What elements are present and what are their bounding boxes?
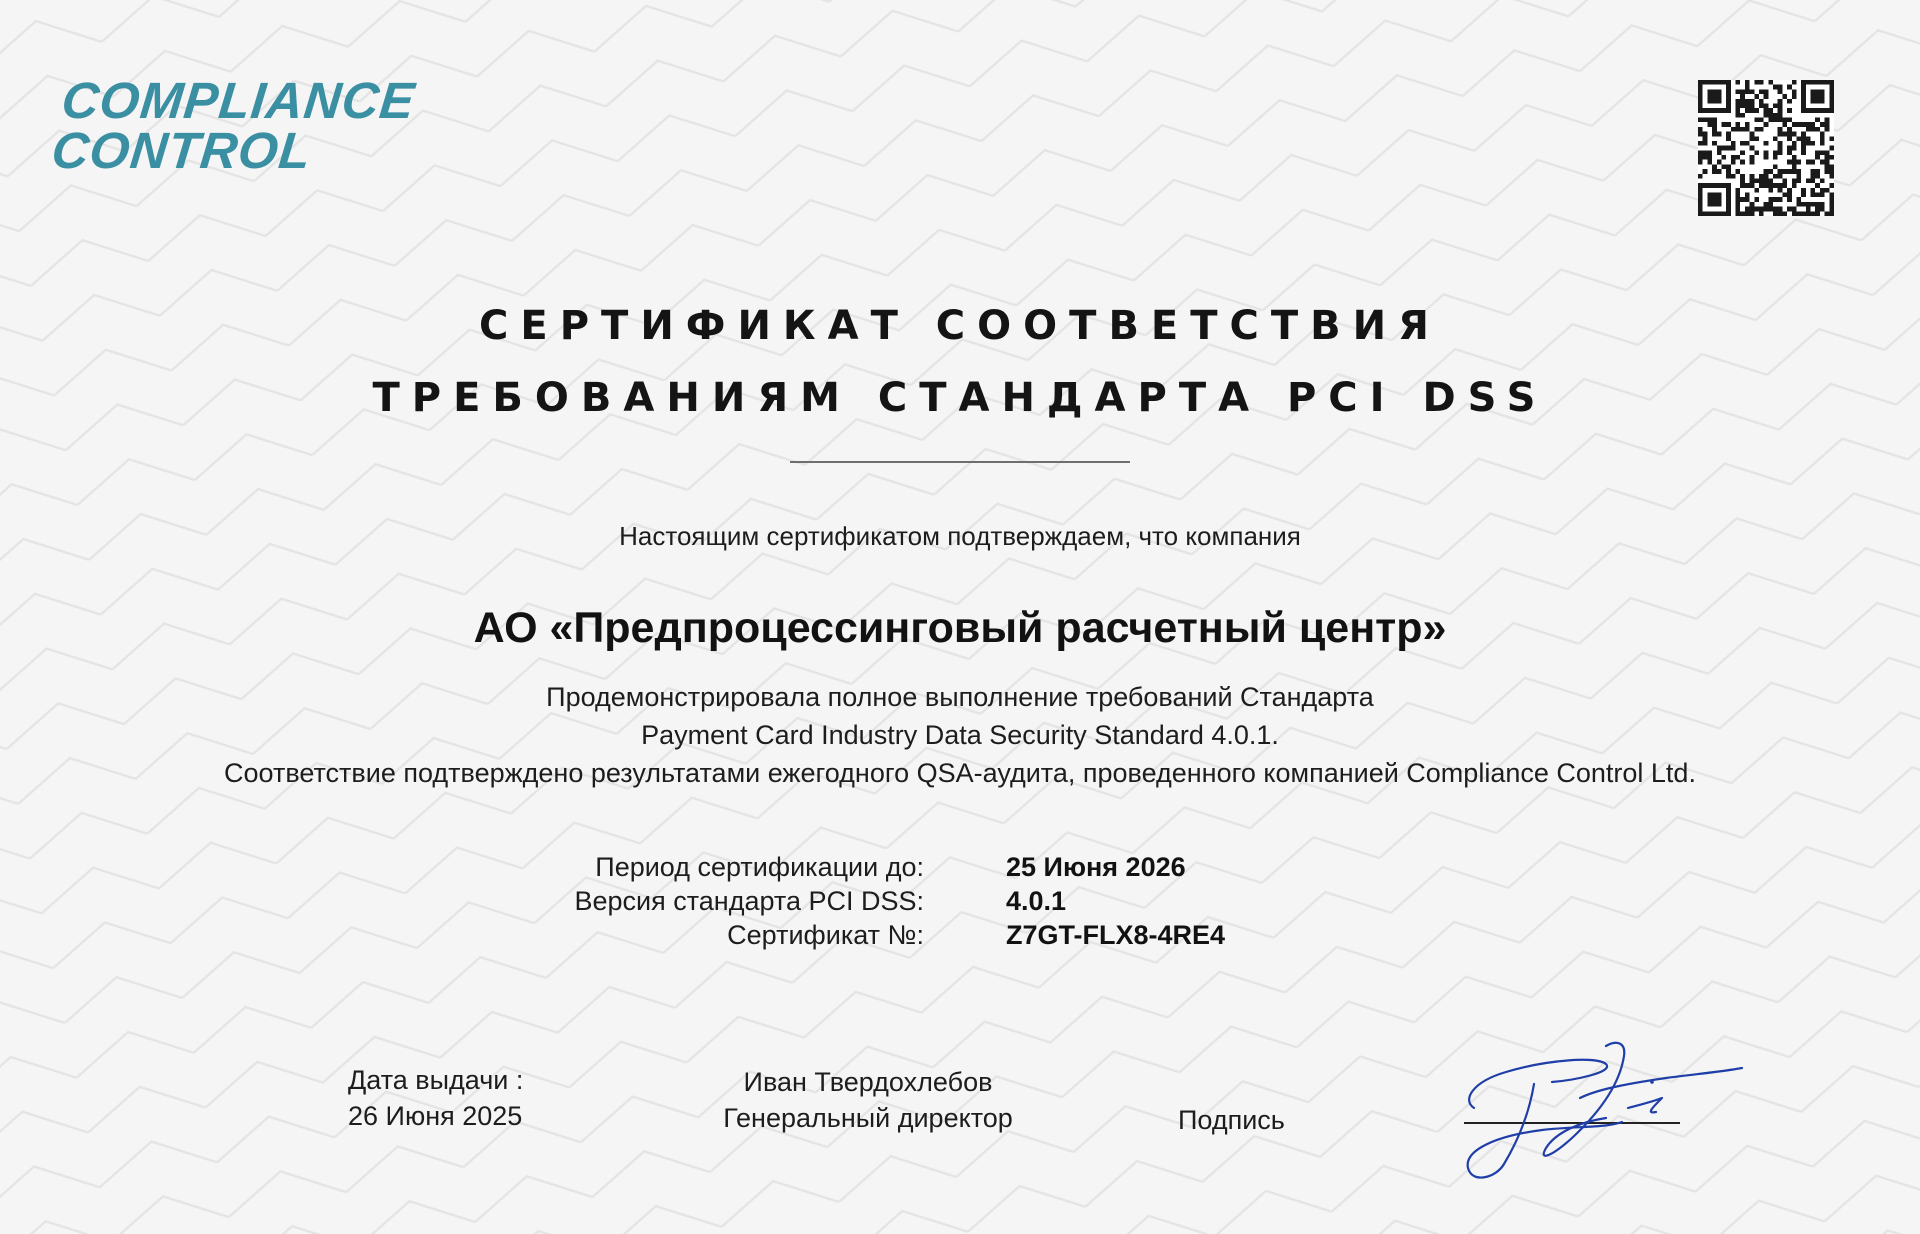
version-label: Версия стандарта PCI DSS:	[574, 886, 924, 916]
statement-line-3: Соответствие подтверждено результатами ежегодного QSA-аудита, проведенного компанией Compliance Control Ltd.	[224, 758, 1696, 788]
title-line-2: ТРЕБОВАНИЯМ СТАНДАРТА PCI DSS	[372, 375, 1548, 421]
detail-row-version	[420, 884, 1420, 918]
qr-code-icon	[1698, 80, 1834, 216]
issue-date-block	[348, 1062, 648, 1134]
detail-row-number	[420, 918, 1420, 952]
qr-modules	[1698, 80, 1834, 216]
signature-image	[1456, 1038, 1746, 1186]
issue-date-label: Дата выдачи :	[348, 1065, 524, 1095]
statement-line-1: Продемонстрировала полное выполнение требований Стандарта	[546, 682, 1374, 712]
detail-row-period	[420, 850, 1420, 884]
certificate-number-label: Сертификат №:	[727, 920, 924, 950]
title-line-1: СЕРТИФИКАТ СООТВЕТСТВИЯ	[479, 303, 1441, 349]
title-divider	[790, 461, 1130, 463]
director-position: Генеральный директор	[723, 1103, 1013, 1133]
company-logo	[49, 72, 422, 179]
compliance-statement	[0, 678, 1920, 792]
certificate-title	[0, 290, 1920, 434]
logo-line-2: CONTROL	[49, 122, 315, 179]
statement-line-2: Payment Card Industry Data Security Standard 4.0.1.	[641, 720, 1279, 750]
director-block	[668, 1064, 1068, 1136]
company-name: АО «Предпроцессинговый расчетный центр»	[473, 604, 1447, 652]
period-value: 25 Июня 2026	[1006, 852, 1186, 882]
logo-line-1: COMPLIANCE	[59, 72, 418, 129]
version-value: 4.0.1	[1006, 886, 1067, 916]
director-name: Иван Твердохлебов	[743, 1067, 993, 1097]
issue-date-value: 26 Июня 2025	[348, 1101, 523, 1131]
certificate-number-value: Z7GT-FLX8-4RE4	[1006, 920, 1226, 950]
certificate-details	[420, 850, 1420, 952]
period-label: Период сертификации до:	[595, 852, 924, 882]
intro-text: Настоящим сертификатом подтверждаем, что компания	[619, 521, 1301, 551]
signature-label: Подпись	[1178, 1105, 1285, 1135]
